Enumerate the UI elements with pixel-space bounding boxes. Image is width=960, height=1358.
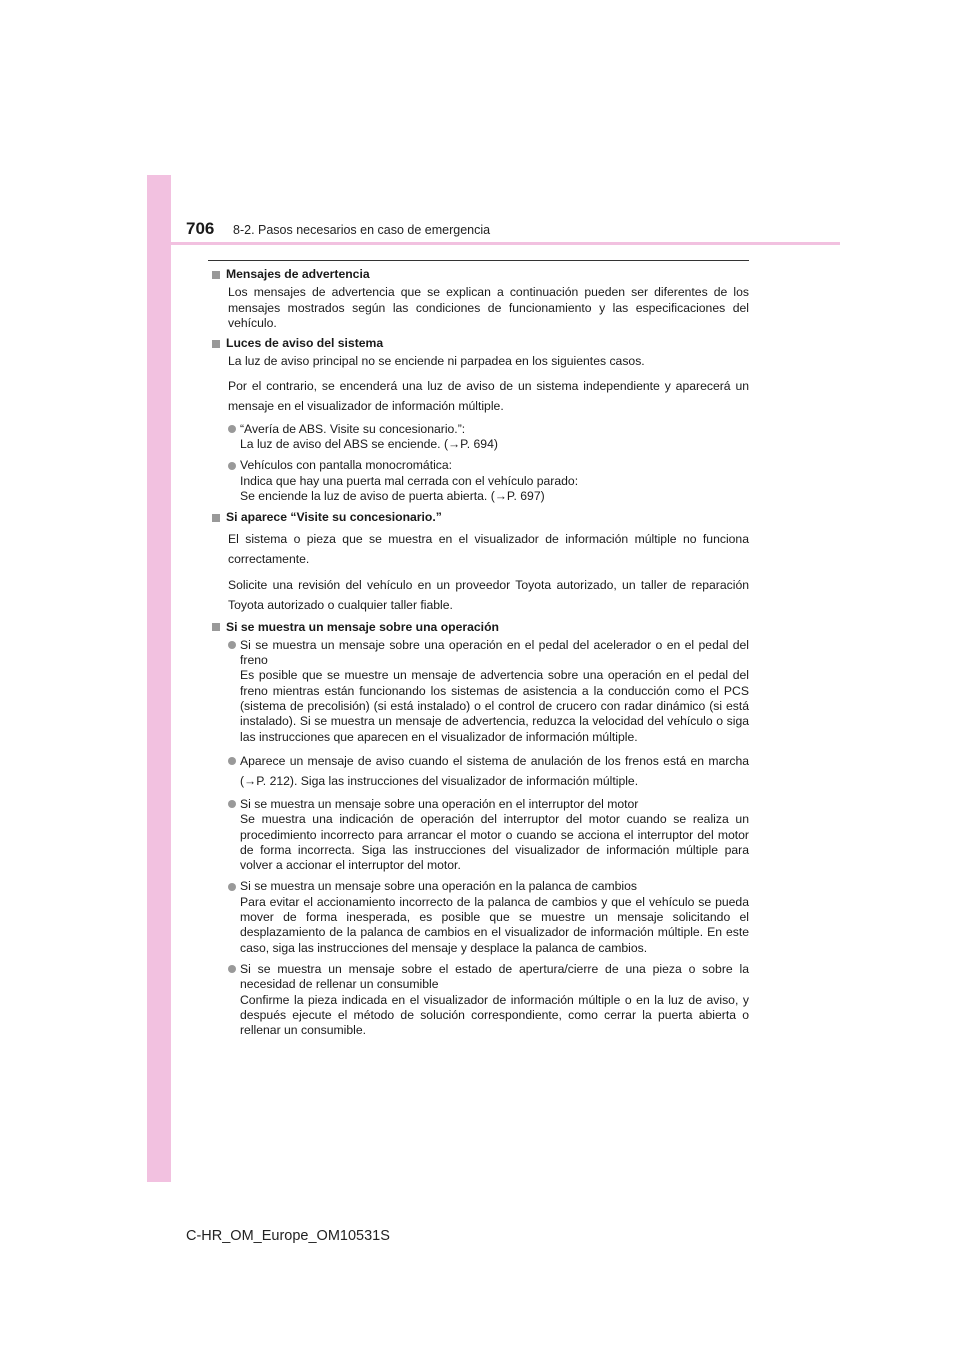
section-title: 8-2. Pasos necesarios en caso de emergencia bbox=[233, 223, 491, 237]
page-content bbox=[210, 267, 749, 1044]
paragraph: Solicite una revisión del vehículo en un proveedor Toyota autorizado, un taller de reparación Toyota autorizado o cualquier taller fiable. bbox=[228, 577, 749, 612]
list-item-line: Si se muestra un mensaje sobre el estado de apertura/cierre de una pieza o sobre la necesidad de rellenar un consumible bbox=[240, 961, 749, 992]
list-item bbox=[228, 797, 749, 873]
section-system-warning-lights bbox=[210, 336, 749, 504]
document-id: C-HR_OM_Europe_OM10531S bbox=[186, 1228, 390, 1244]
list-item-line: Para evitar el accionamiento incorrecto de la palanca de cambios y que el vehículo se pueda mover de forma inesperada, es posible que se muestre un mensaje solicitando el desplazamiento de la palanca de cambios en el visualizador de información múltiple. En este caso, siga las instrucciones del mensaje y desplace la palanca de cambios. bbox=[240, 894, 749, 955]
paragraph: El sistema o pieza que se muestra en el visualizador de información múltiple no funciona correctamente. bbox=[228, 531, 749, 566]
paragraph: La luz de aviso principal no se enciende ni parpadea en los siguientes casos. bbox=[228, 354, 645, 369]
list-item bbox=[228, 751, 749, 791]
section-heading bbox=[210, 267, 749, 282]
section-heading bbox=[210, 510, 749, 525]
content-divider bbox=[208, 260, 749, 261]
square-bullet-icon bbox=[212, 340, 220, 348]
list-item-line: Confirme la pieza indicada en el visualizador de información múltiple o en la luz de aviso, y después ejecute el método de solución correspondiente, como cerrar la puerta abierta o rellenar un consumible. bbox=[240, 992, 749, 1038]
heading-text: Luces de aviso del sistema bbox=[226, 336, 384, 351]
round-bullet-icon bbox=[228, 965, 236, 973]
list-item-line: Indica que hay una puerta mal cerrada con el vehículo parado: bbox=[240, 473, 579, 488]
section-visit-dealer bbox=[210, 510, 749, 614]
list-item-line: Vehículos con pantalla monocromática: bbox=[240, 458, 453, 473]
round-bullet-icon bbox=[228, 462, 236, 470]
square-bullet-icon bbox=[212, 271, 220, 279]
list-item-line: Aparece un mensaje de aviso cuando el sistema de anulación de los frenos está en marcha (→P. 212). Siga las instrucciones del visualizador de información múltiple. bbox=[240, 753, 749, 788]
section-warning-messages bbox=[210, 267, 749, 331]
square-bullet-icon bbox=[212, 623, 220, 631]
section-operation-message bbox=[210, 620, 749, 1039]
list-item-line: Es posible que se muestre un mensaje de advertencia sobre una operación en el pedal del freno mientras están funcionando los sistemas de asistencia a la conducción como el PCS (sistema de precolisión) (si está instalado) o el control de crucero con radar dinámico (si está instalado). Si se muestra un mensaje de advertencia, reduzca la velocidad del vehículo o siga las instrucciones que aparecen en el visualizador de información múltiple. bbox=[240, 668, 749, 744]
round-bullet-icon bbox=[228, 800, 236, 808]
chapter-tab-bar bbox=[147, 175, 171, 1182]
round-bullet-icon bbox=[228, 883, 236, 891]
list-item-line: Si se muestra un mensaje sobre una operación en la palanca de cambios bbox=[240, 879, 638, 894]
page-number: 706 bbox=[186, 219, 215, 238]
list-item-line: Si se muestra un mensaje sobre una operación en el pedal del acelerador o en el pedal del freno bbox=[240, 637, 749, 668]
heading-text: Si aparece “Visite su concesionario.” bbox=[226, 510, 442, 525]
round-bullet-icon bbox=[228, 641, 236, 649]
heading-text: Mensajes de advertencia bbox=[226, 267, 370, 281]
heading-text: Si se muestra un mensaje sobre una operación bbox=[226, 619, 499, 634]
list-item bbox=[228, 962, 749, 1038]
list-item-line: Si se muestra un mensaje sobre una operación en el interruptor del motor bbox=[240, 796, 639, 811]
list-item bbox=[228, 638, 749, 745]
list-item bbox=[228, 458, 749, 504]
list-item-line: Se muestra una indicación de operación del interruptor del motor cuando se realiza un procedimiento incorrecto para arrancar el motor o cuando se acciona el interruptor del motor de forma incorrecta. Siga las instrucciones del visualizador de información múltiple para volver a accionar el interruptor del motor. bbox=[240, 812, 749, 873]
round-bullet-icon bbox=[228, 425, 236, 433]
round-bullet-icon bbox=[228, 757, 236, 765]
paragraph: Por el contrario, se encenderá una luz de aviso de un sistema independiente y aparecerá un mensaje en el visualizador de información múltiple. bbox=[228, 378, 749, 413]
list-item bbox=[228, 879, 749, 955]
square-bullet-icon bbox=[212, 514, 220, 522]
list-item bbox=[228, 422, 749, 453]
header-rule bbox=[147, 242, 840, 245]
list-item-line: La luz de aviso del ABS se enciende. (→P. 694) bbox=[240, 437, 498, 452]
paragraph: Los mensajes de advertencia que se explican a continuación pueden ser diferentes de los mensajes mostrados según las condiciones de funcionamiento y las especificaciones del vehículo. bbox=[228, 285, 749, 330]
list-item-line: “Avería de ABS. Visite su concesionario.”: bbox=[240, 421, 466, 436]
section-heading bbox=[210, 336, 749, 351]
list-item-line: Se enciende la luz de aviso de puerta abierta. (→P. 697) bbox=[240, 488, 545, 503]
section-heading bbox=[210, 620, 749, 635]
